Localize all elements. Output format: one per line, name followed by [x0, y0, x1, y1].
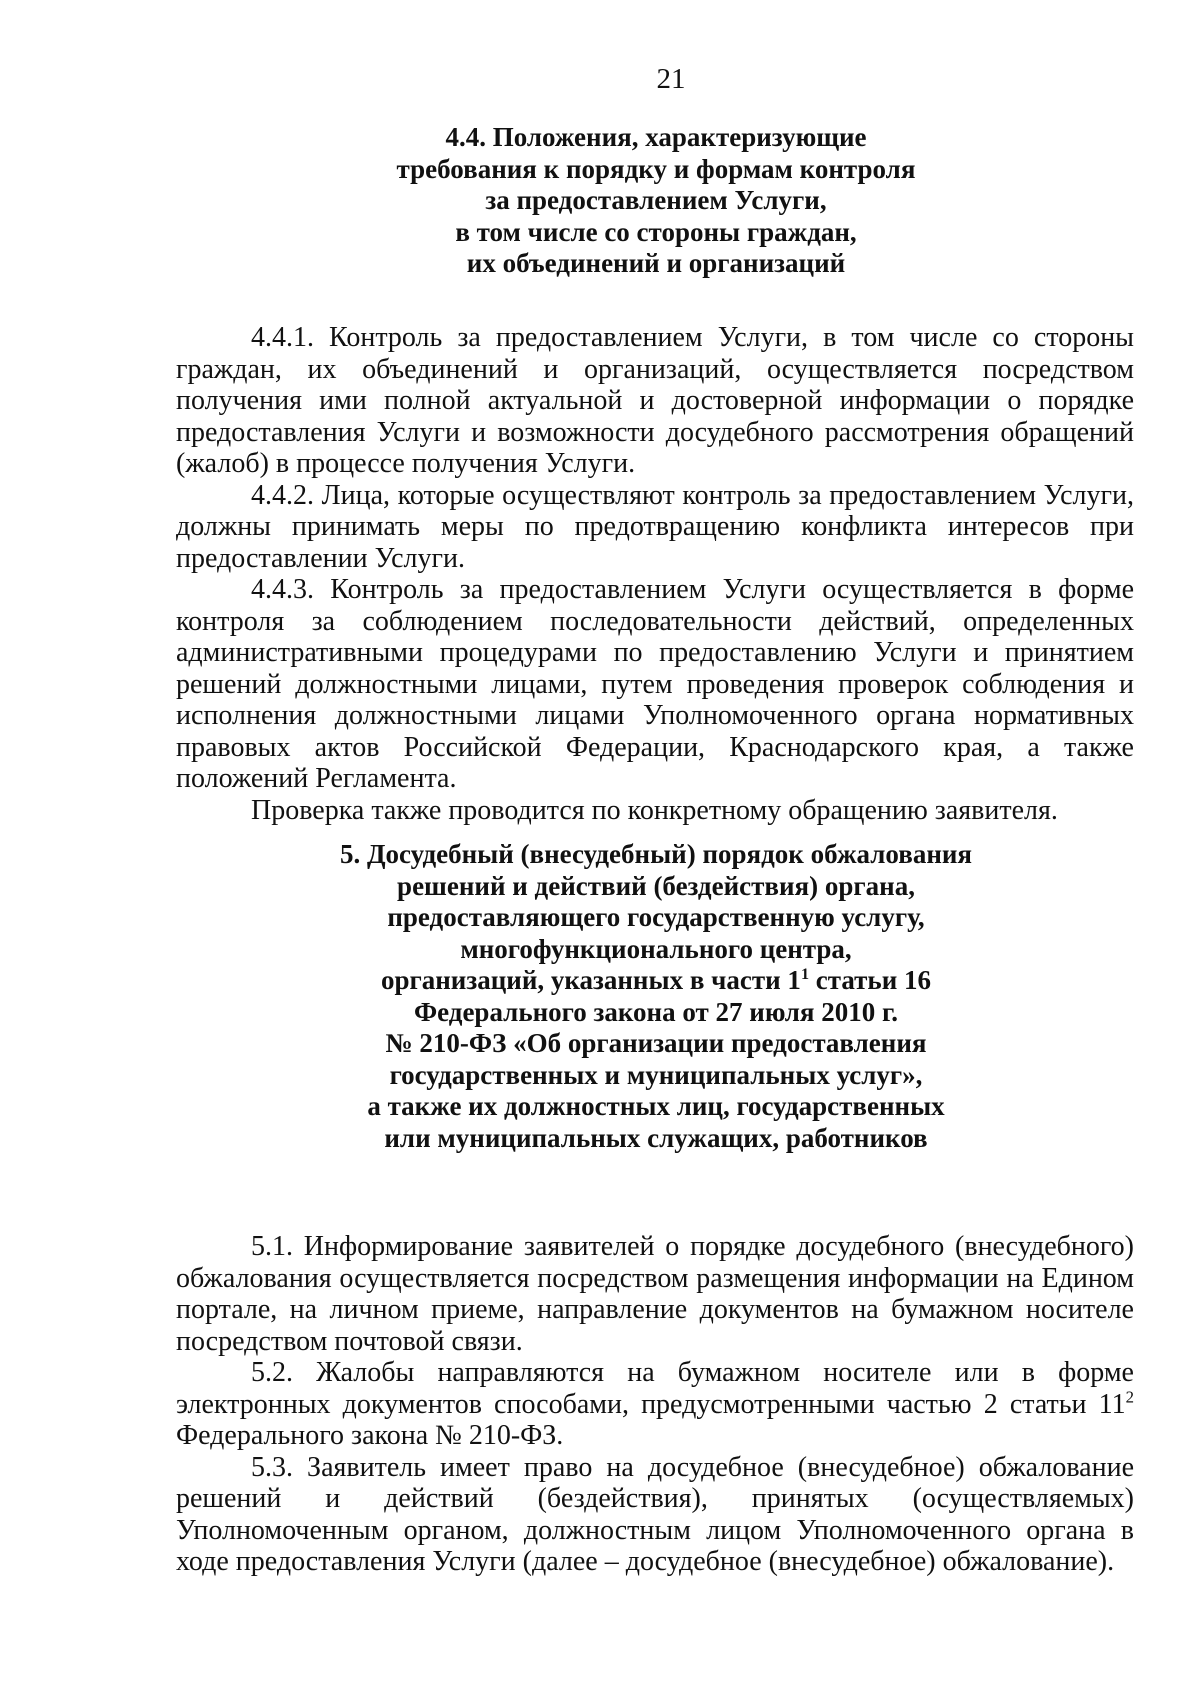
- heading-line: № 210-ФЗ «Об организации предоставления: [385, 1028, 927, 1058]
- heading-line: предоставляющего государственную услугу,: [387, 902, 925, 932]
- section-5-heading: [176, 839, 1136, 1154]
- page-number: 21: [656, 63, 686, 95]
- heading-line: государственных и муниципальных услуг»,: [389, 1059, 923, 1090]
- paragraph-5-3: 5.3. Заявитель имеет право на досудебное (внесудебное) обжалование решений и действий (бездействия), принятых (осуществляемых) Уполномоченным органом, должностным лицом Уполномоченного органа в ходе предоставления Услуги (далее – досудебное (внесудебное) обжалование).: [176, 1451, 1134, 1577]
- section-5-body: [176, 1231, 1134, 1578]
- heading-line: или муниципальных служащих, работников: [384, 1122, 928, 1153]
- paragraph-part: 5.2. Жалобы направляются на бумажном носителе или в форме электронных документов способами, предусмотренными частью 2 статьи 11: [176, 1357, 1134, 1420]
- paragraph-5-1: 5.1. Информирование заявителей о порядке досудебного (внесудебного) обжалования осуществляется посредством размещения информации на Едином портале, на личном приеме, направление документов на бумажном носителе посредством почтовой связи.: [176, 1231, 1134, 1357]
- heading-line: Федерального закона от 27 июля 2010 г.: [413, 996, 899, 1027]
- heading-line: решений и действий (бездействия) органа,: [397, 870, 915, 901]
- paragraph-5-2: [176, 1357, 1134, 1452]
- heading-line-part: статьи 16: [809, 965, 932, 995]
- heading-line: их объединений и организаций: [466, 248, 846, 278]
- heading-line: [176, 965, 1136, 997]
- section-4-4-heading: [176, 122, 1136, 280]
- heading-line: 5. Досудебный (внесудебный) порядок обжалования: [339, 839, 973, 869]
- heading-line: многофункционального центра,: [460, 933, 852, 964]
- paragraph-4-4-2: 4.4.2. Лица, которые осуществляют контроль за предоставлением Услуги, должны принимать меры по предотвращению конфликта интересов при предоставлении Услуги.: [176, 479, 1134, 574]
- superscript: 2: [1125, 1387, 1134, 1407]
- superscript: 1: [800, 965, 810, 983]
- heading-line: в том числе со стороны граждан,: [455, 216, 857, 247]
- heading-line: требования к порядку и формам контроля: [396, 153, 916, 184]
- section-4-4-body: [176, 322, 1134, 826]
- heading-line: 4.4. Положения, характеризующие: [445, 122, 867, 152]
- paragraph-check: Проверка также проводится по конкретному обращению заявителя.: [251, 794, 1058, 826]
- paragraph-part: Федерального закона № 210-ФЗ.: [176, 1420, 564, 1451]
- paragraph-4-4-1: 4.4.1. Контроль за предоставлением Услуги, в том числе со стороны граждан, их объединений и организаций, осуществляется посредством получения ими полной актуальной и достоверной информации о порядке предоставления Услуги и возможности досудебного рассмотрения обращений (жалоб) в процессе получения Услуги.: [176, 322, 1134, 479]
- paragraph-4-4-3: 4.4.3. Контроль за предоставлением Услуги осуществляется в форме контроля за соблюдением последовательности действий, определенных административными процедурами по предоставлению Услуги и принятием решений должностными лицами, путем проведения проверок соблюдения и исполнения должностными лицами Уполномоченного органа нормативных правовых актов Российской Федерации, Краснодарского края, а также положений Регламента.: [176, 574, 1134, 794]
- heading-line: а также их должностных лиц, государственных: [367, 1091, 945, 1121]
- heading-line-part: организаций, указанных в части 1: [380, 965, 801, 995]
- heading-line: за предоставлением Услуги,: [485, 185, 827, 215]
